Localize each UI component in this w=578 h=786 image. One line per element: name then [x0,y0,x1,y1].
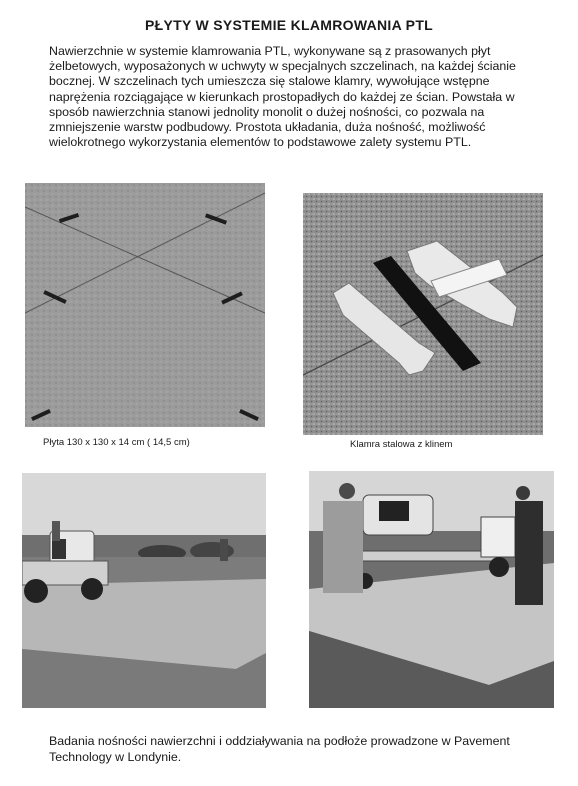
slab-caption: Płyta 130 x 130 x 14 cm ( 14,5 cm) [43,437,190,448]
load-test-photo [309,471,554,708]
slab-photo [25,183,265,427]
clamp-photo [303,193,543,435]
page-title: PŁYTY W SYSTEMIE KLAMROWANIA PTL [144,17,434,33]
test-site-photo [22,473,266,708]
intro-paragraph: Nawierzchnie w systemie klamrowania PTL, wykonywane są z prasowanych płyt żelbetowych, wyposażonych w uchwyty w specjalnych szczelinach, na każdej ścianie bocznej. W szczelinach tych umieszcza się stalowe klamry, wywołujące wstępne naprężenia rozciągające w kierunkach prostopadłych do każdej ze ścian. Powstała w sposób nawierzchnia stanowi jednolity monolit o dużej nośności, co pozwala na zmniejszenie warstw podbudowy. Prostota układania, duża nośność, możliwość wielokrotnego wykorzystania elementów to podstawowe zalety systemu PTL. [49,44,516,150]
clamp-caption: Klamra stalowa z klinem [350,439,453,450]
footer-paragraph: Badania nośności nawierzchni i oddziaływania na podłoże prowadzone w Pavement Technology w Londynie. [49,734,510,764]
